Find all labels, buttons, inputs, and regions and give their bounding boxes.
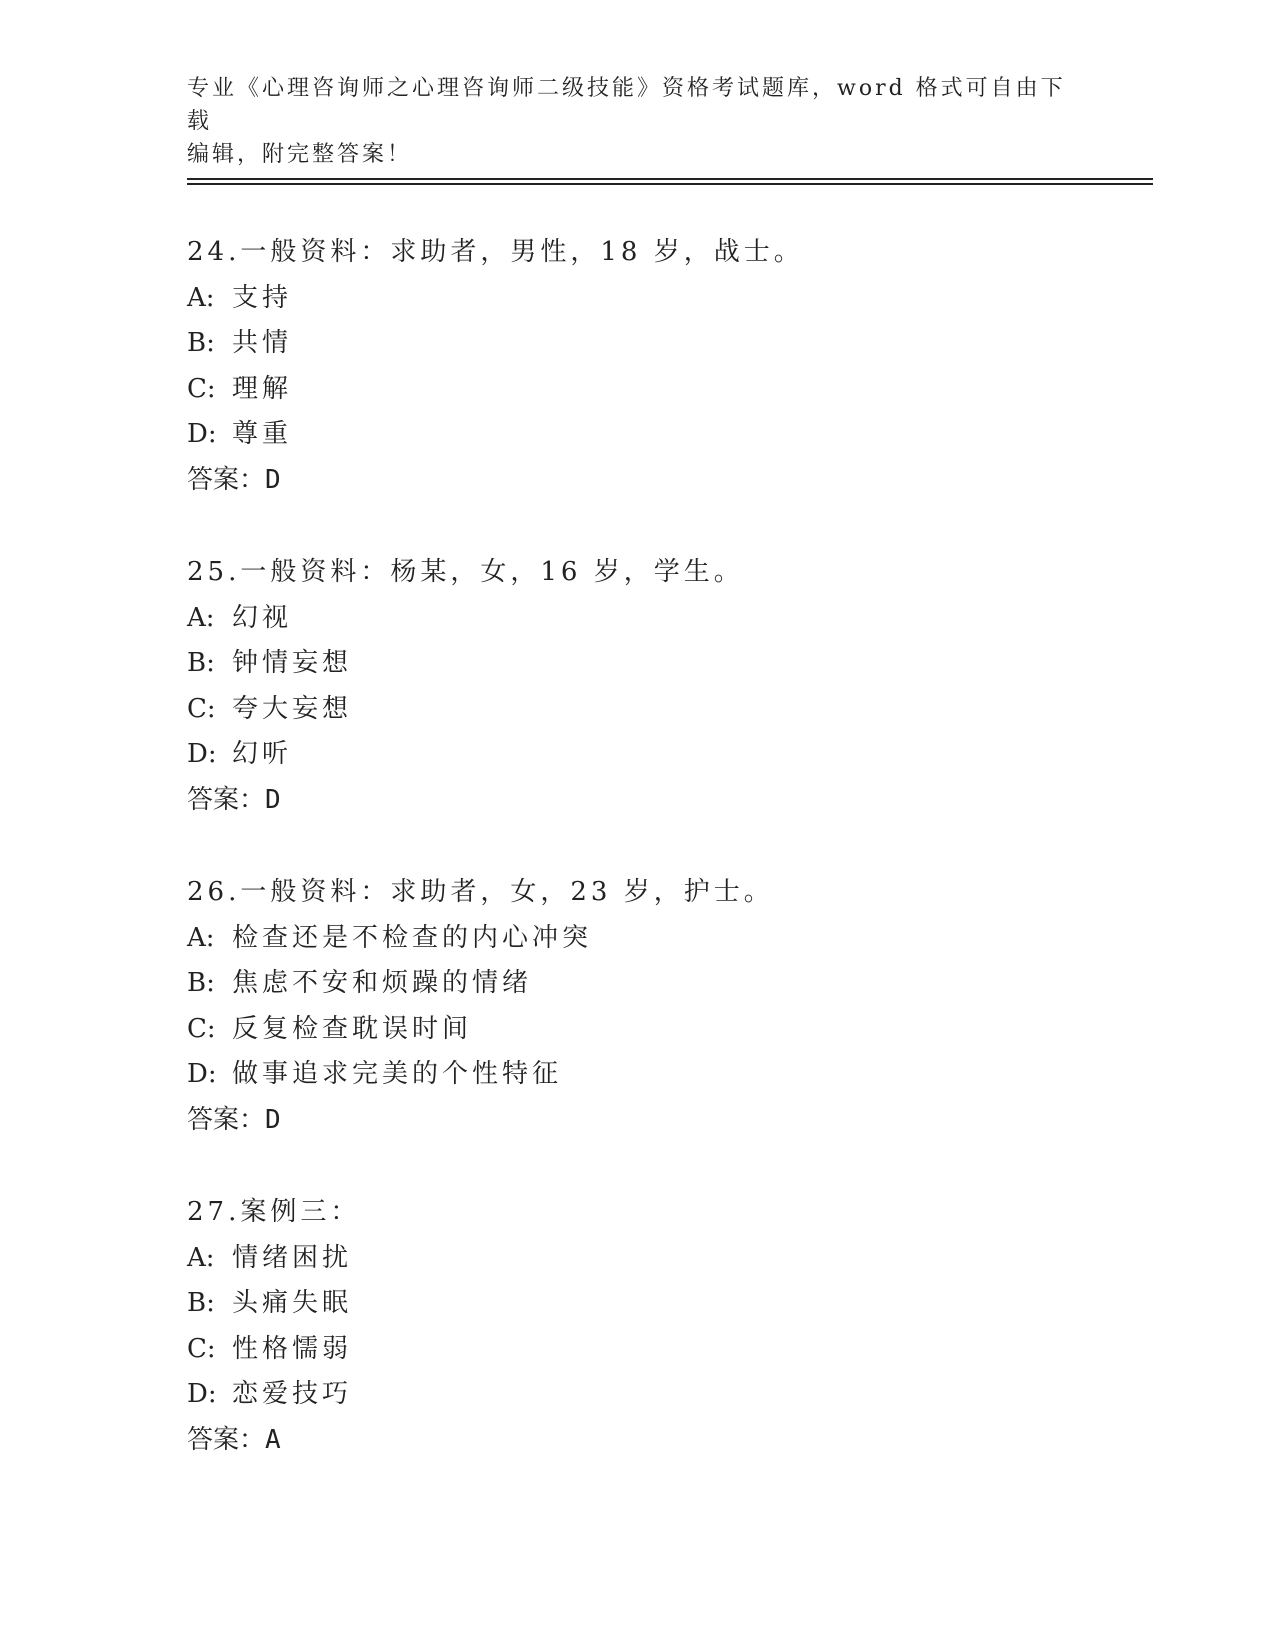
- answer-line: [187, 778, 1087, 824]
- header-divider-top: [187, 178, 1153, 180]
- answer-value: A: [265, 1424, 281, 1455]
- answer-label: 答案：: [187, 1104, 266, 1135]
- option-text: 幻听: [232, 739, 293, 769]
- question-stem: 26.一般资料：求助者，女，23 岁，护士。: [187, 877, 774, 907]
- answer-line: [187, 1098, 1087, 1144]
- document-header: [187, 72, 1087, 171]
- option-label: B:: [187, 648, 215, 678]
- option-text: 尊重: [232, 419, 293, 449]
- question-block: [187, 870, 1087, 1143]
- option-text: 焦虑不安和烦躁的情绪: [232, 968, 533, 998]
- answer-label: 答案：: [187, 464, 266, 495]
- option-label: C:: [187, 1333, 216, 1364]
- option-label: A:: [187, 922, 215, 953]
- question-block: [187, 550, 1087, 823]
- option-text: 支持: [232, 282, 293, 313]
- option-text: 理解: [232, 373, 293, 404]
- option-b: [187, 961, 1087, 1007]
- option-text: 夸大妄想: [232, 693, 353, 724]
- option-c: [187, 687, 1087, 733]
- option-text: 恋爱技巧: [232, 1379, 353, 1409]
- option-label: C:: [187, 373, 216, 404]
- option-label: B:: [187, 1288, 215, 1318]
- option-c: [187, 1007, 1087, 1053]
- header-line-1: 专业《心理咨询师之心理咨询师二级技能》资格考试题库，word 格式可自由下载: [187, 76, 1066, 134]
- question-stem: 25.一般资料：杨某，女，16 岁，学生。: [187, 557, 744, 587]
- option-label: A:: [187, 282, 215, 313]
- option-a: [187, 916, 1087, 962]
- header-divider-bottom: [187, 183, 1153, 185]
- option-b: [187, 641, 1087, 687]
- option-d: [187, 412, 1087, 458]
- answer-value: D: [265, 784, 281, 815]
- option-d: [187, 1052, 1087, 1098]
- option-text: 反复检查耽误时间: [232, 1013, 473, 1044]
- option-c: [187, 367, 1087, 413]
- option-label: D:: [187, 1379, 217, 1409]
- option-text: 情绪困扰: [232, 1242, 353, 1273]
- question-stem: 24.一般资料：求助者，男性，18 岁，战士。: [187, 237, 804, 267]
- question-stem: 27.案例三：: [187, 1197, 361, 1227]
- answer-value: D: [265, 1104, 281, 1135]
- header-line-2: 编辑，附完整答案！: [187, 142, 413, 167]
- option-label: C:: [187, 693, 216, 724]
- option-c: [187, 1327, 1087, 1373]
- answer-value: D: [265, 464, 281, 495]
- question-block: [187, 1190, 1087, 1463]
- option-label: B:: [187, 968, 215, 998]
- option-label: D:: [187, 1059, 217, 1089]
- option-label: D:: [187, 739, 217, 769]
- option-label: D:: [187, 419, 217, 449]
- option-b: [187, 321, 1087, 367]
- option-text: 钟情妄想: [232, 648, 353, 678]
- option-text: 幻视: [232, 602, 293, 633]
- answer-line: [187, 458, 1087, 504]
- question-block: [187, 230, 1087, 503]
- option-text: 头痛失眠: [232, 1288, 353, 1318]
- answer-label: 答案：: [187, 1424, 266, 1455]
- option-b: [187, 1281, 1087, 1327]
- option-text: 做事追求完美的个性特征: [232, 1059, 563, 1089]
- option-text: 性格懦弱: [232, 1333, 353, 1364]
- option-a: [187, 596, 1087, 642]
- option-label: A:: [187, 1242, 215, 1273]
- option-label: A:: [187, 602, 215, 633]
- option-a: [187, 276, 1087, 322]
- answer-line: [187, 1418, 1087, 1464]
- option-text: 共情: [232, 328, 293, 358]
- option-d: [187, 732, 1087, 778]
- option-text: 检查还是不检查的内心冲突: [232, 922, 593, 953]
- option-label: B:: [187, 328, 215, 358]
- option-label: C:: [187, 1013, 216, 1044]
- option-d: [187, 1372, 1087, 1418]
- option-a: [187, 1236, 1087, 1282]
- answer-label: 答案：: [187, 784, 266, 815]
